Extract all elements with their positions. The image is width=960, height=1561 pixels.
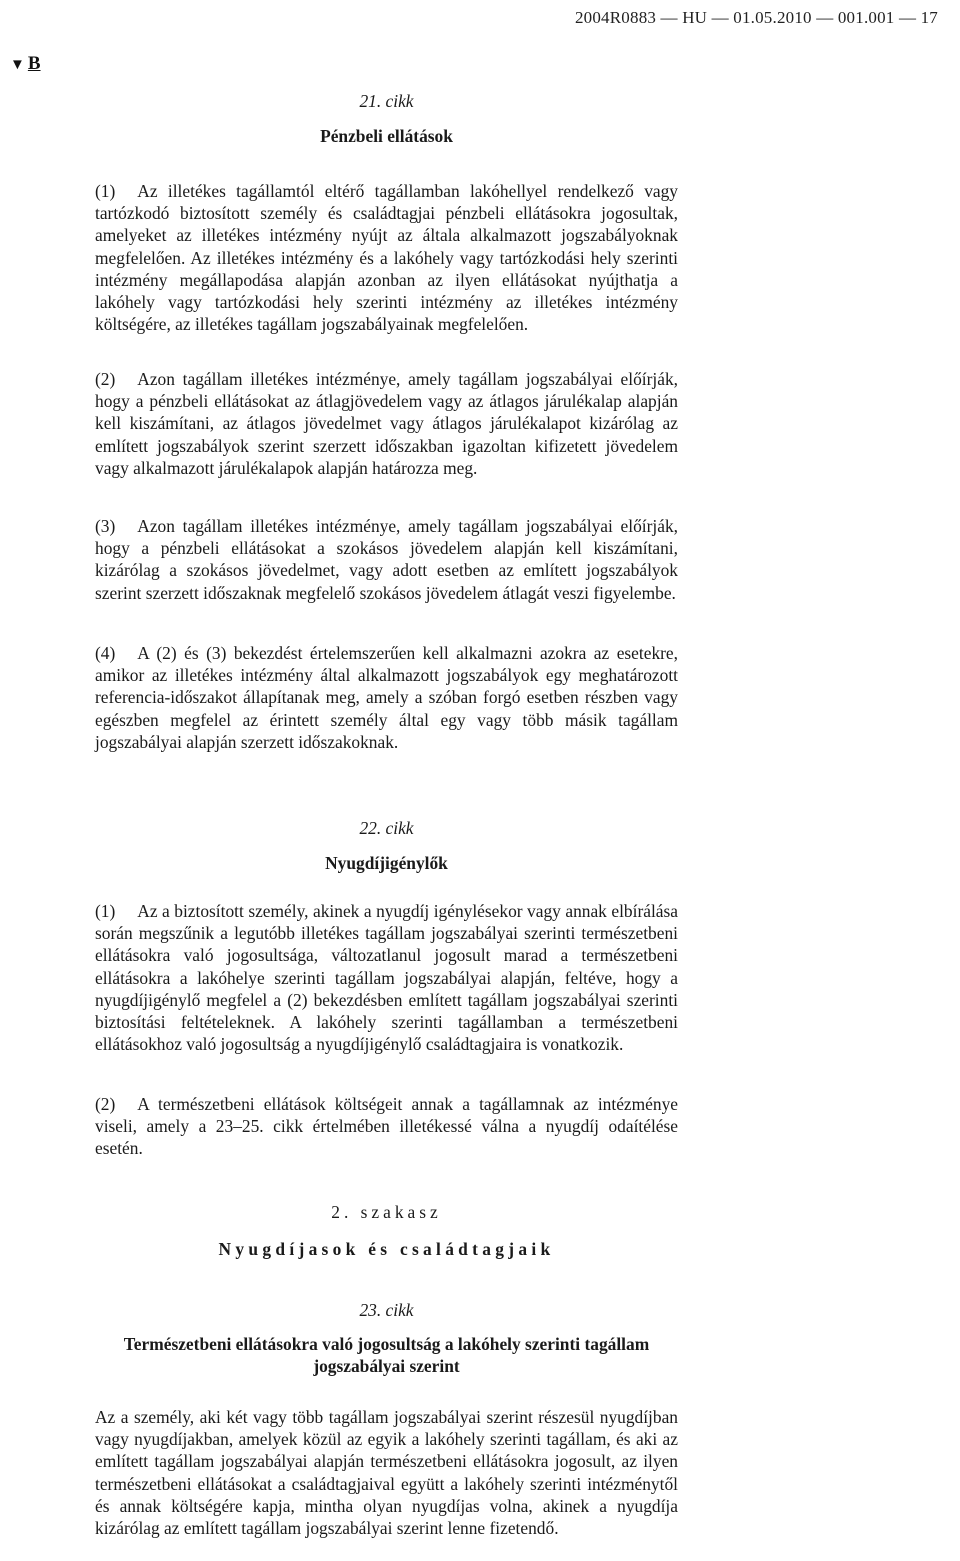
- paragraph-number: (1): [95, 181, 116, 201]
- section-2-label: 2. szakasz: [331, 1202, 442, 1222]
- article-22-title: Nyugdíjigénylők: [325, 853, 448, 873]
- paragraph-text: A (2) és (3) bekezdést értelemszerűen kell alkalmazni azokra az esetekre, amikor az illetékes intézmény által alkalmazott jogszabályok egy meghatározott referencia-időszakot állapítanak meg, amely a szóban forgó esetben részben vagy egészben megfelel az érintett személy által egy vagy több másik tagállam jogszabályai alapján szerzett időszakoknak.: [95, 643, 678, 752]
- paragraph-text: Az a személy, aki két vagy több tagállam jogszabályai szerint részesül nyugdíjban vagy nyugdíjakban, amelyek közül az egyik a lakóhely szerinti tagállam, és aki az említett tagállam jogszabályai alapján természetbeni ellátásokra jogosult, az ilyen természetbeni ellátásokat a családtagjaival együtt a lakóhely szerinti intézménytől és annak költségére kapja, mintha olyan nyugdíjas volna, akinek a nyugdíja kizárólag az említett tagállam jogszabályai szerint lenne fizetendő.: [95, 1407, 678, 1539]
- article-21-paragraph-1: [95, 180, 678, 335]
- paragraph-number: (3): [95, 516, 116, 536]
- article-22-paragraph-1: [95, 900, 678, 1055]
- article-21-paragraph-3: [95, 515, 678, 604]
- paragraph-number: (2): [95, 1094, 116, 1114]
- amendment-marker: [10, 53, 41, 75]
- article-21-paragraph-4: [95, 642, 678, 753]
- article-23-paragraph-1: [95, 1406, 678, 1539]
- article-21-title: Pénzbeli ellátások: [320, 126, 453, 146]
- paragraph-text: Az illetékes tagállamtól eltérő tagállamban lakóhellyel rendelkező vagy tartózkodó biztosított személy és családtagjai pénzbeli ellátásokra jogosultak, amelyeket az illetékes intézmény nyújt az általa alkalmazott jogszabályoknak megfelelően. Az illetékes intézmény és a lakóhely vagy tartózkodási hely szerinti intézmény megállapodása alapján azonban az ilyen ellátásokat nyújthatja a lakóhely vagy tartózkodási hely szerinti intézmény az illetékes intézmény költségére, az illetékes tagállam jogszabályainak megfelelően.: [95, 181, 678, 335]
- paragraph-number: (2): [95, 369, 116, 389]
- paragraph-text: Az a biztosított személy, akinek a nyugdíj igénylésekor vagy annak elbírálása során megszűnik a legutóbb illetékes tagállam jogszabályai szerinti természetbeni ellátásokra való jogosultsága, változatlanul jogosult marad a természetbeni ellátásokra a lakóhelye szerinti tagállam jogszabályai alapján, feltéve, hogy a nyugdíjigénylő megfelel a (2) bekezdésben említett tagállam jogszabályai szerinti biztosítási feltételeknek. A lakóhely szerinti tagállamban a természetbeni ellátásokhoz való jogosultság a nyugdíjigénylő családtagjaira is vonatkozik.: [95, 901, 678, 1055]
- article-21-paragraph-2: [95, 368, 678, 479]
- article-22-label: 22. cikk: [359, 818, 414, 838]
- article-23-title: Természetbeni ellátásokra való jogosultság a lakóhely szerinti tagállam jogszabályai szerint: [123, 1334, 650, 1377]
- section-2-title: Nyugdíjasok és családtagjaik: [218, 1239, 555, 1259]
- document-header: 2004R0883 — HU — 01.05.2010 — 001.001 — 17: [574, 8, 938, 27]
- paragraph-number: (1): [95, 901, 116, 921]
- article-22-paragraph-2: [95, 1093, 678, 1160]
- article-21-label: 21. cikk: [359, 91, 414, 111]
- triangle-down-icon: ▼: [10, 57, 25, 73]
- paragraph-text: Azon tagállam illetékes intézménye, amely tagállam jogszabályai előírják, hogy a pénzbeli ellátásokat az átlagjövedelem vagy az átlagos járulékalap alapján kell kiszámítani, az átlagos jövedelmet vagy átlagos járulékalapot kizárólag az említett jogszabályok szerint szerzett időszakban igazoltan kifizetett jövedelem vagy alkalmazott járulékalapok alapján határozza meg.: [95, 369, 678, 478]
- paragraph-text: Azon tagállam illetékes intézménye, amely tagállam jogszabályai előírják, hogy a pénzbeli ellátásokat a szokásos jövedelem alapján kell kiszámítani, kizárólag a szokásos jövedelmet, vagy adott esetben az említett jogszabályok szerint szerzett időszaknak megfelelő szokásos jövedelem átlagát veszi figyelembe.: [95, 516, 678, 603]
- paragraph-text: A természetbeni ellátások költségeit annak a tagállamnak az intézménye viseli, amely a 23–25. cikk értelmében illetékessé válna a nyugdíj odaítélése esetén.: [95, 1094, 678, 1159]
- article-23-label: 23. cikk: [359, 1300, 414, 1320]
- paragraph-number: (4): [95, 643, 116, 663]
- marker-letter: B: [27, 53, 41, 74]
